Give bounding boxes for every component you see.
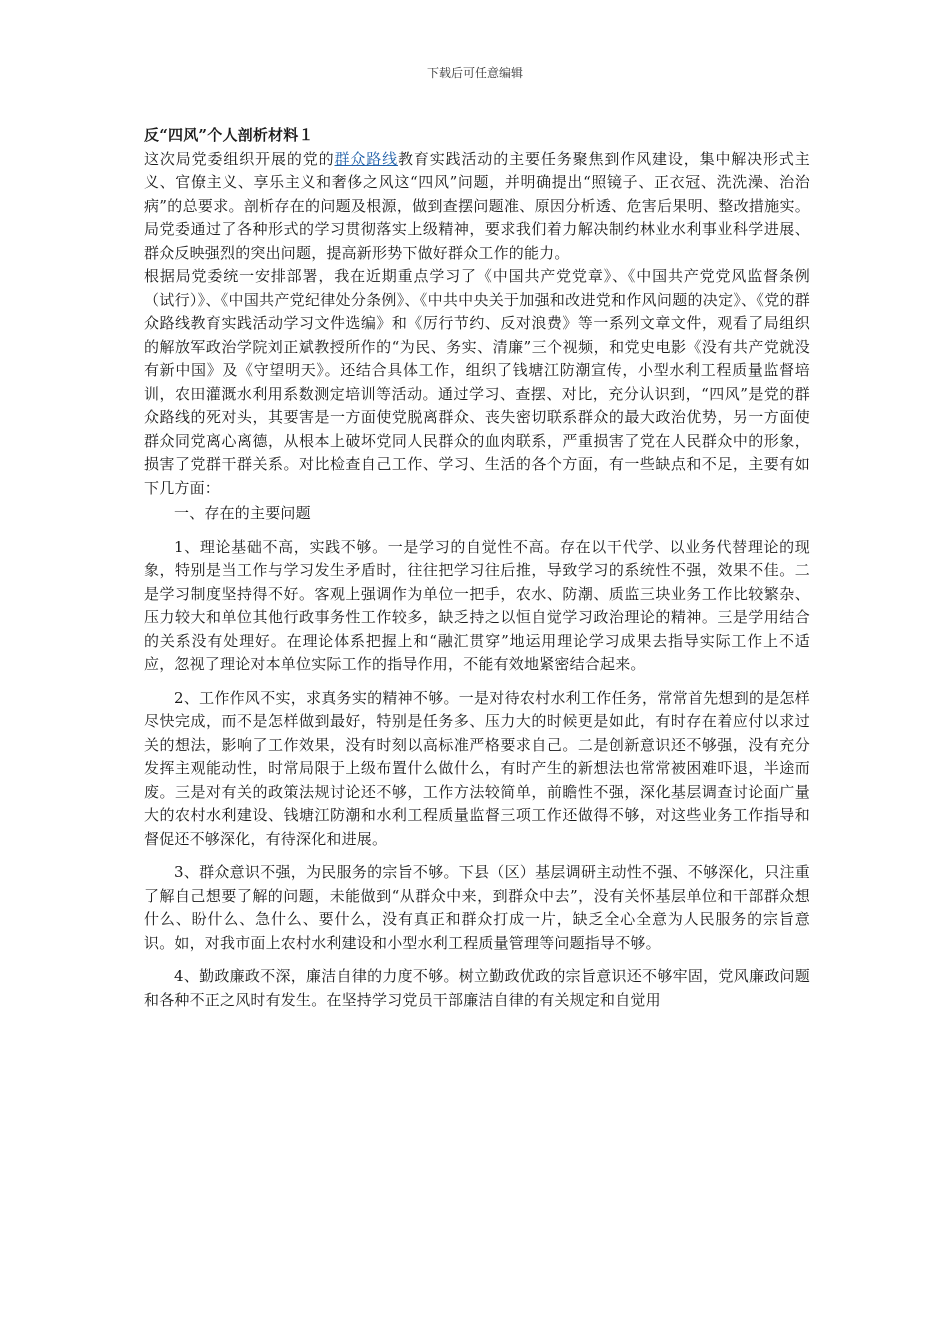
issue-item-1: 1、理论基础不高，实践不够。一是学习的自觉性不高。存在以干代学、以业务代替理论的现象，特别是当工作与学习发生矛盾时，往往把学习往后推，导致学习的系统性不强，效果不佳。二是学习制度坚持得不好。客观上强调作为单位一把手，农水、防潮、质监三块业务工作比较繁杂、压力较大和单位其他行政事务性工作较多，缺乏持之以恒自觉学习政治理论的精神。三是学用结合的关系没有处理好。在理论体系把握上和“融汇贯穿”地运用理论学习成果去指导实际工作上不适应，忽视了理论对本单位实际工作的指导作用，不能有效地紧密结合起来。 xyxy=(144,537,810,673)
intro-text-before-link: 这次局党委组织开展的党的 xyxy=(144,149,335,168)
section-heading: 一、存在的主要问题 xyxy=(174,504,311,522)
issue-item-3: 3、群众意识不强，为民服务的宗旨不够。下县（区）基层调研主动性不强、不够深化，只注重了解自己想要了解的问题，未能做到“从群众中来，到群众中去”，没有关怀基层单位和干部群众想什么、盼什么、急什么、要什么，没有真正和群众打成一片，缺乏全心全意为人民服务的宗旨意识。如，对我市面上农村水利建设和小型水利工程质量管理等问题指导不够。 xyxy=(144,863,810,952)
issue-item-2: 2、工作作风不实，求真务实的精神不够。一是对待农村水利工作任务，常常首先想到的是怎样尽快完成，而不是怎样做到最好，特别是任务多、压力大的时候更是如此，有时存在着应付以求过关的想法，影响了工作效果，没有时刻以高标准严格要求自己。二是创新意识还不够强，没有充分发挥主观能动性，时常局限于上级布置什么做什么，有时产生的新想法也常常被困难吓退，半途而废。三是对有关的政策法规讨论还不够，工作方法较简单，前瞻性不强，深化基层调查讨论面广量大的农村水利建设、钱塘江防潮和水利工程质量监督三项工作还做得不够，对这些业务工作指导和督促还不够深化，有待深化和进展。 xyxy=(144,688,810,848)
intro-paragraph xyxy=(144,148,810,266)
mass-line-link[interactable]: 群众路线 xyxy=(334,149,398,168)
issue-item-4: 4、勤政廉政不深，廉洁自律的力度不够。树立勤政优政的宗旨意识还不够牢固，党风廉政问题和各种不正之风时有发生。在坚持学习党员干部廉洁自律的有关规定和自觉用 xyxy=(144,967,810,1009)
intro-text-after-link: 教育实践活动的主要任务聚焦到作风建设，集中解决形式主义、官僚主义、享乐主义和奢侈之风这“四风”问题，并明确提出“照镜子、正衣冠、洗洗澡、治治病”的总要求。剖析存在的问题及根源，做到查摆问题准、原因分析透、危害后果明、整改措施实。局党委通过了各种形式的学习贯彻落实上级精神，要求我们着力解决制约林业水利事业科学进展、群众反映强烈的突出问题，提高新形势下做好群众工作的能力。 xyxy=(144,149,811,262)
document-body xyxy=(144,124,810,1012)
document-title: 反“四风”个人剖析材料１ xyxy=(144,126,314,144)
header-note: 下载后可任意编辑 xyxy=(426,66,523,80)
study-paragraph: 根据局党委统一安排部署，我在近期重点学习了《中国共产党党章》、《中国共产党党风监督条例（试行）》、《中国共产党纪律处分条例》、《中共中央关于加强和改进党和作风问题的决定》、《党的群众路线教育实践活动学习文件选编》和《厉行节约、反对浪费》等一系列文章文件，观看了局组织的解放军政治学院刘正斌教授所作的“为民、务实、清廉”三个视频，和党史电影《没有共产党就没有新中国》及《守望明天》。还结合具体工作，组织了钱塘江防潮宣传，小型水利工程质量监督培训，农田灌溉水利用系数测定培训等活动。通过学习、查摆、对比，充分认识到，“四风”是党的群众路线的死对头，其要害是一方面使党脱离群众、丧失密切联系群众的最大政治优势，另一方面使群众同党离心离德，从根本上破坏党同人民群众的血肉联系，严重损害了党在人民群众中的形象，损害了党群干群关系。对比检查自己工作、学习、生活的各个方面，有一些缺点和不足，主要有如下几方面： xyxy=(144,267,810,497)
